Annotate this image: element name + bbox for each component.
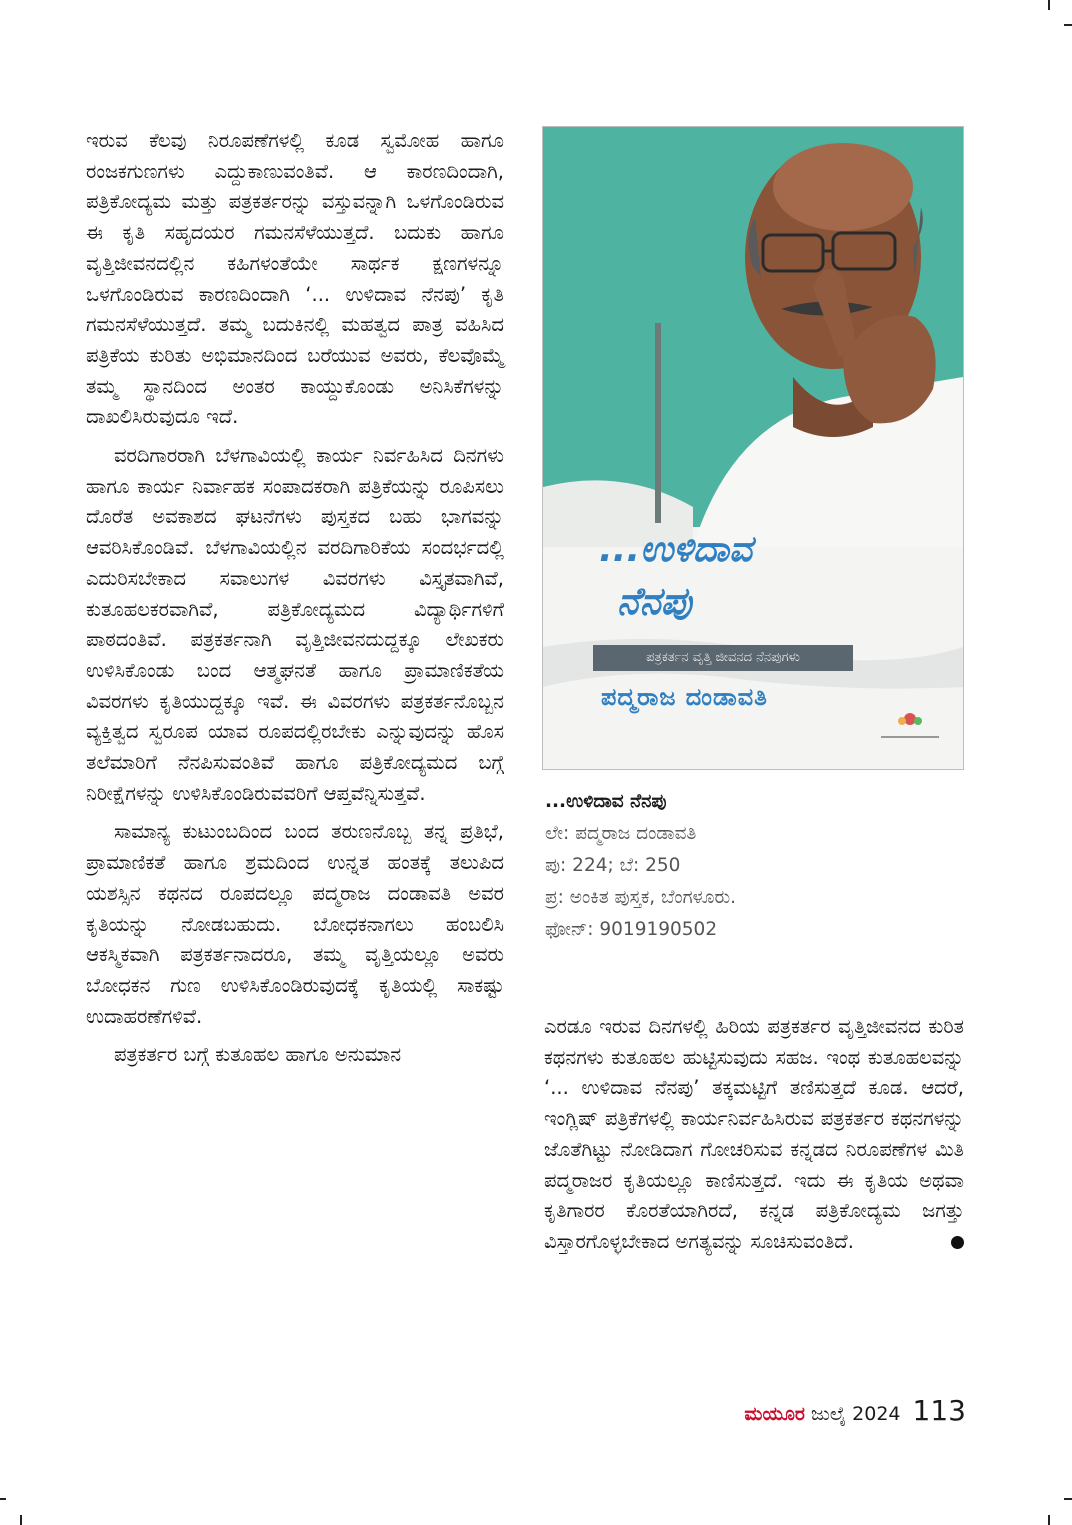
paragraph: ವರದಿಗಾರರಾಗಿ ಬೆಳಗಾವಿಯಲ್ಲಿ ಕಾರ್ಯ ನಿರ್ವಹಿಸಿದ ದಿನಗಳು ಹಾಗೂ ಕಾರ್ಯ ನಿರ್ವಾಹಕ ಸಂಪಾದಕರಾಗಿ ಪತ್ರಿಕೆಯನ್ನು ರೂಪಿಸಲು ದೊರೆತ ಅವಕಾಶದ ಘಟನೆಗಳು ಪುಸ್ತಕದ ಬಹು ಭಾಗವನ್ನು ಆವರಿಸಿಕೊಂಡಿವೆ. ಬೆಳಗಾವಿಯಲ್ಲಿನ ವರದಿಗಾರಿಕೆಯ ಸಂದರ್ಭದಲ್ಲಿ ಎದುರಿಸಬೇಕಾದ ಸವಾಲುಗಳ ವಿವರಗಳು ವಿಸ್ತೃತವಾಗಿವೆ, ಕುತೂಹಲಕರವಾಗಿವೆ, ಪತ್ರಿಕೋದ್ಯಮದ ವಿದ್ಯಾರ್ಥಿಗಳಿಗೆ ಪಾಠದಂತಿವೆ. ಪತ್ರಕರ್ತನಾಗಿ ವೃತ್ತಿಜೀವನದುದ್ದಕ್ಕೂ ಲೇಖಕರು ಉಳಿಸಿಕೊಂಡು ಬಂದ ಆತ್ಮಘನತೆ ಹಾಗೂ ಪ್ರಾಮಾಣಿಕತೆಯ ವಿವರಗಳು ಕೃತಿಯುದ್ದಕ್ಕೂ ಇವೆ. ಈ ವಿವರಗಳು ಪತ್ರಕರ್ತನೊಬ್ಬನ ವ್ಯಕ್ತಿತ್ವದ ಸ್ವರೂಪ ಯಾವ ರೂಪದಲ್ಲಿರಬೇಕು ಎನ್ನುವುದನ್ನು ಹೊಸ ತಲೆಮಾರಿಗೆ ನೆನಪಿಸುವಂತಿವೆ ಹಾಗೂ ಪತ್ರಿಕೋದ್ಯಮದ ಬಗ್ಗೆ ನಿರೀಕ್ಷೆಗಳನ್ನು ಉಳಿಸಿಕೊಂಡಿರುವವರಿಗೆ ಆಪ್ತವೆನ್ನಿಸುತ್ತವೆ. <box>86 444 504 805</box>
magazine-name: ಮಯೂರ <box>744 1403 805 1425</box>
page-footer <box>740 1394 966 1427</box>
issue-date: ಜುಲೈ 2024 <box>811 1403 901 1425</box>
book-phone: ಫೋನ್: 9019190502 <box>545 919 718 940</box>
crop-mark <box>1064 24 1072 26</box>
paragraph-text: ಎರಡೂ ಇರುವ ದಿನಗಳಲ್ಲಿ ಹಿರಿಯ ಪತ್ರಕರ್ತರ ವೃತ್ತಿಜೀವನದ ಕುರಿತ ಕಥನಗಳು ಕುತೂಹಲ ಹುಟ್ಟಿಸುವುದು ಸಹಜ. ಇಂಥ ಕುತೂಹಲವನ್ನು ‘... ಉಳಿದಾವ ನೆನಪು’ ತಕ್ಕಮಟ್ಟಿಗೆ ತಣಿಸುತ್ತದೆ ಕೂಡ. ಆದರೆ, ಇಂಗ್ಲಿಷ್ ಪತ್ರಿಕೆಗಳಲ್ಲಿ ಕಾರ್ಯನಿರ್ವಹಿಸಿರುವ ಪತ್ರಕರ್ತರ ಕಥನಗಳನ್ನು ಜೊತೆಗಿಟ್ಟು ನೋಡಿದಾಗ ಗೋಚರಿಸುವ ಕನ್ನಡದ ನಿರೂಪಣೆಗಳ ಮಿತಿ ಪದ್ಮರಾಜರ ಕೃತಿಯಲ್ಲೂ ಕಾಣಿಸುತ್ತದೆ. ಇದು ಈ ಕೃತಿಯ ಅಥವಾ ಕೃತಿಗಾರರ ಕೊರತೆಯಾಗಿರದೆ, ಕನ್ನಡ ಪತ್ರಿಕೋದ್ಯಮ ಜಗತ್ತು ವಿಸ್ತಾರಗೊಳ್ಳಬೇಕಾದ ಅಗತ್ಯವನ್ನು ಸೂಚಿಸುವಂತಿದೆ. <box>544 1015 964 1253</box>
left-article-column <box>86 126 504 1071</box>
book-title: ...ಉಳಿದಾವ ನೆನಪು <box>545 791 667 812</box>
right-article-column <box>544 1012 964 1258</box>
end-mark-icon <box>951 1236 964 1249</box>
book-cover-image <box>542 126 964 770</box>
paragraph: ಪತ್ರಕರ್ತರ ಬಗ್ಗೆ ಕುತೂಹಲ ಹಾಗೂ ಅನುಮಾನ <box>114 1043 402 1067</box>
paragraph <box>544 1012 964 1258</box>
cover-subtitle: ಪತ್ರಕರ್ತನ ವೃತ್ತಿ ಜೀವನದ ನೆನಪುಗಳು <box>593 645 853 671</box>
cover-title: ...ಉಳಿದಾವ <box>599 529 753 570</box>
cover-title: ನೆನಪು <box>617 579 692 623</box>
book-details-caption <box>545 786 965 946</box>
book-author: ಲೇ: ಪದ್ಮರಾಜ ದಂಡಾವತಿ <box>545 823 697 844</box>
paragraph: ಇರುವ ಕೆಲವು ನಿರೂಪಣೆಗಳಲ್ಲಿ ಕೂಡ ಸ್ವಮೋಹ ಹಾಗೂ ರಂಜಕಗುಣಗಳು ಎದ್ದುಕಾಣುವಂತಿವೆ. ಆ ಕಾರಣದಿಂದಾಗಿ, ಪತ್ರಿಕೋದ್ಯಮ ಮತ್ತು ಪತ್ರಕರ್ತರನ್ನು ವಸ್ತುವನ್ನಾಗಿ ಒಳಗೊಂಡಿರುವ ಈ ಕೃತಿ ಸಹೃದಯರ ಗಮನಸೆಳೆಯುತ್ತದೆ. ಬದುಕು ಹಾಗೂ ವೃತ್ತಿಜೀವನದಲ್ಲಿನ ಕಹಿಗಳಂತೆಯೇ ಸಾರ್ಥಕ ಕ್ಷಣಗಳನ್ನೂ ಒಳಗೊಂಡಿರುವ ಕಾರಣದಿಂದಾಗಿ ‘... ಉಳಿದಾವ ನೆನಪು’ ಕೃತಿ ಗಮನಸೆಳೆಯುತ್ತದೆ. ತಮ್ಮ ಬದುಕಿನಲ್ಲಿ ಮಹತ್ವದ ಪಾತ್ರ ವಹಿಸಿದ ಪತ್ರಿಕೆಯ ಕುರಿತು ಅಭಿಮಾನದಿಂದ ಬರೆಯುವ ಅವರು, ಕೆಲವೊಮ್ಮೆ ತಮ್ಮ ಸ್ಥಾನದಿಂದ ಅಂತರ ಕಾಯ್ದುಕೊಂಡು ಅನಿಸಿಕೆಗಳನ್ನು ದಾಖಲಿಸಿರುವುದೂ ಇದೆ. <box>86 129 504 429</box>
crop-mark <box>1064 1498 1072 1500</box>
crop-mark <box>1048 0 1050 10</box>
crop-mark <box>0 1498 6 1500</box>
book-publisher: ಪ್ರ: ಅಂಕಿತ ಪುಸ್ತಕ, ಬೆಂಗಳೂರು. <box>545 887 737 908</box>
cover-author: ಪದ್ಮರಾಜ ದಂಡಾವತಿ <box>601 683 768 711</box>
cover-artwork <box>543 127 963 769</box>
page-number: 113 <box>912 1394 966 1427</box>
publisher-logo <box>875 707 945 747</box>
crop-mark <box>20 1515 22 1525</box>
crop-mark <box>1048 1515 1050 1525</box>
paragraph: ಸಾಮಾನ್ಯ ಕುಟುಂಬದಿಂದ ಬಂದ ತರುಣನೊಬ್ಬ ತನ್ನ ಪ್ರತಿಭೆ, ಪ್ರಾಮಾಣಿಕತೆ ಹಾಗೂ ಶ್ರಮದಿಂದ ಉನ್ನತ ಹಂತಕ್ಕೆ ತಲುಪಿದ ಯಶಸ್ಸಿನ ಕಥನದ ರೂಪದಲ್ಲೂ ಪದ್ಮರಾಜ ದಂಡಾವತಿ ಅವರ ಕೃತಿಯನ್ನು ನೋಡಬಹುದು. ಬೋಧಕನಾಗಲು ಹಂಬಲಿಸಿ ಆಕಸ್ಮಿಕವಾಗಿ ಪತ್ರಕರ್ತನಾದರೂ, ತಮ್ಮ ವೃತ್ತಿಯಲ್ಲೂ ಅವರು ಬೋಧಕನ ಗುಣ ಉಳಿಸಿಕೊಂಡಿರುವುದಕ್ಕೆ ಕೃತಿಯಲ್ಲಿ ಸಾಕಷ್ಟು ಉದಾಹರಣೆಗಳಿವೆ. <box>86 820 504 1028</box>
book-pages-price: ಪು: 224; ಬೆ: 250 <box>545 855 681 876</box>
